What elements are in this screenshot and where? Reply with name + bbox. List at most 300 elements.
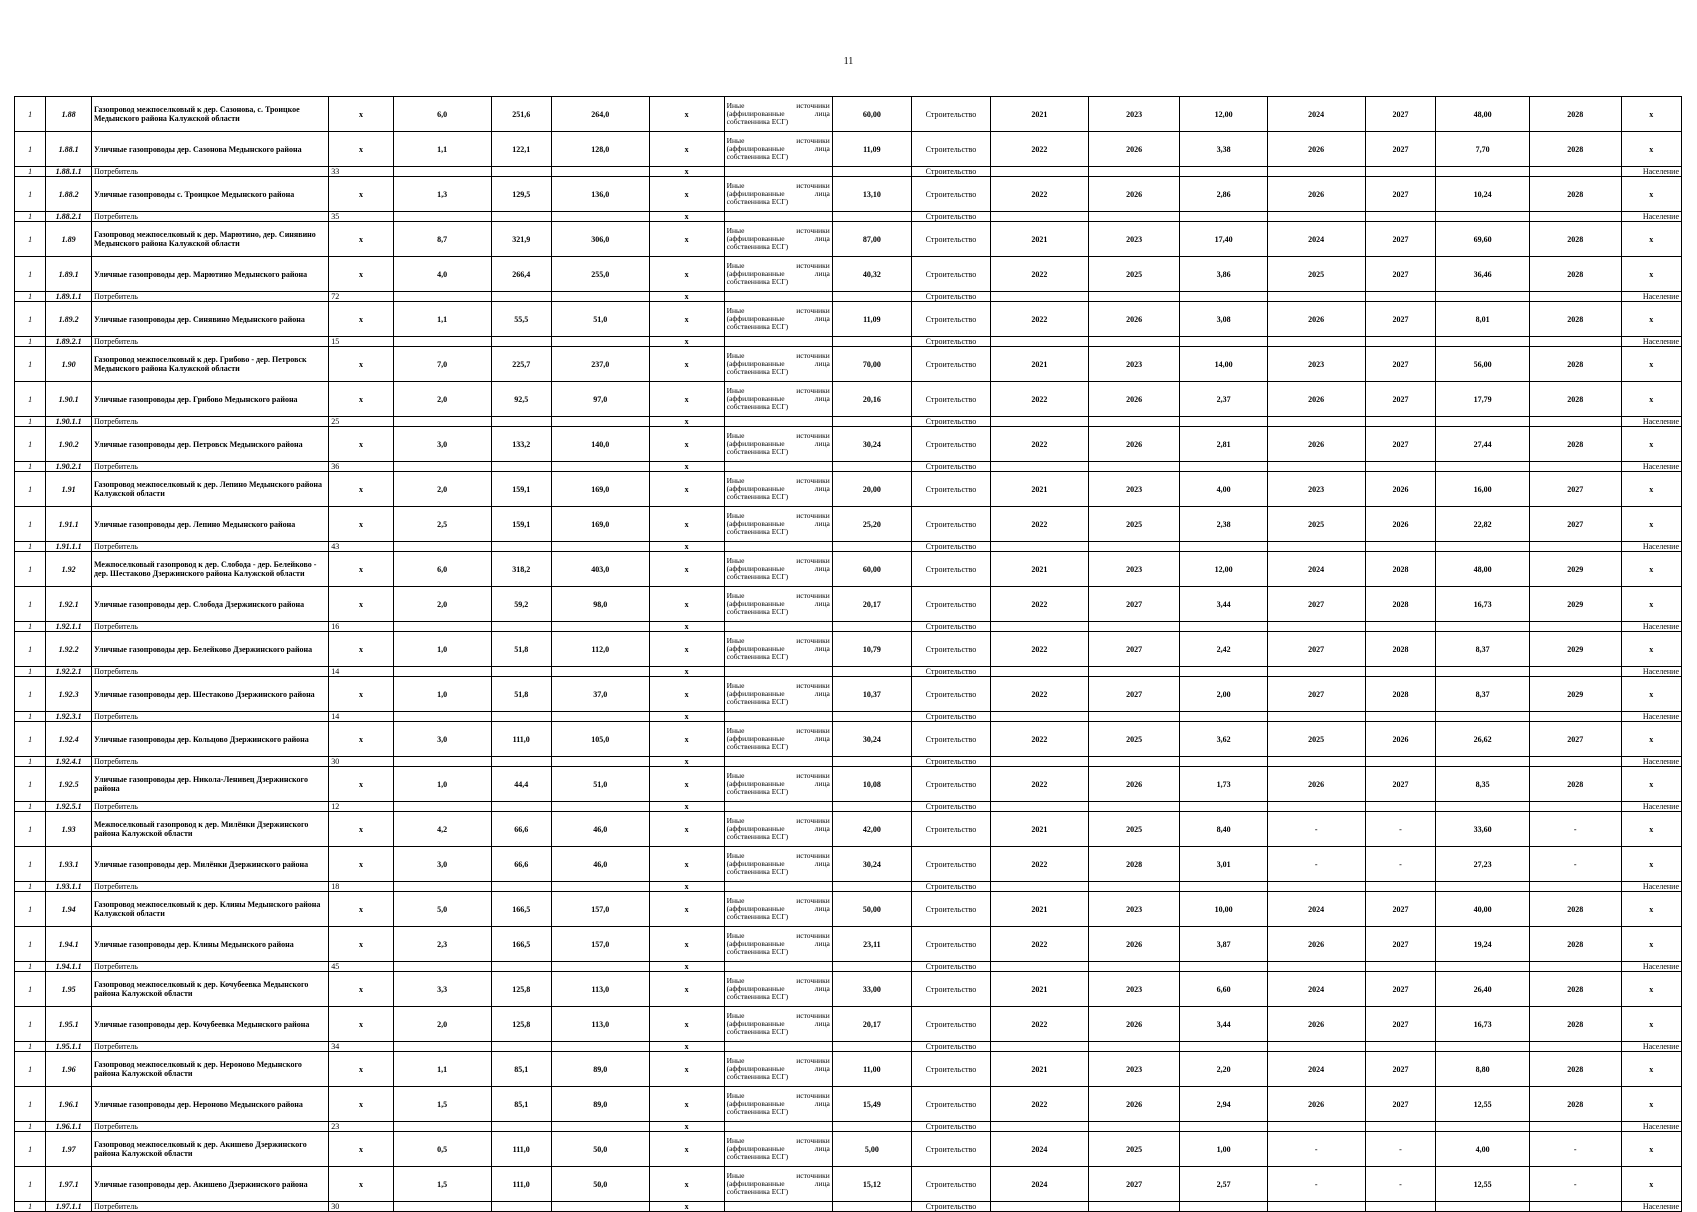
level-cell: 1 xyxy=(15,302,46,337)
start-year-cell: 2024 xyxy=(990,1167,1088,1202)
page-number: 11 xyxy=(843,56,854,67)
volume-cell: 251,6 xyxy=(491,97,551,132)
flag2-cell: x xyxy=(649,1202,724,1212)
end-year-cell: 2027 xyxy=(1088,632,1180,667)
end-year-cell: 2026 xyxy=(1088,1007,1180,1042)
source-cell: Иные источники (аффилированные лица собственника ЕСГ) xyxy=(724,97,832,132)
volume-cell: 55,5 xyxy=(491,302,551,337)
flag-cell: x xyxy=(329,1007,394,1042)
table-row xyxy=(15,302,1682,337)
consumer-label-cell: Потребитель xyxy=(91,1122,328,1132)
empty-cell xyxy=(393,712,491,722)
population-cell: Население xyxy=(1621,882,1681,892)
start-year2-cell: - xyxy=(1267,812,1365,847)
flag3-cell: x xyxy=(1621,1167,1681,1202)
volume2-cell: 264,0 xyxy=(551,97,649,132)
empty-cell xyxy=(990,757,1088,767)
start-year2-cell: - xyxy=(1267,1132,1365,1167)
flag2-cell: x xyxy=(649,802,724,812)
level-cell: 1 xyxy=(15,812,46,847)
object-name-cell: Газопровод межпоселковый к дер. Лепино Медынского района Калужской области xyxy=(91,472,328,507)
start-year2-cell: 2025 xyxy=(1267,257,1365,292)
empty-cell xyxy=(1365,757,1436,767)
empty-cell xyxy=(832,1202,911,1212)
activity-cell: Строительство xyxy=(911,337,990,347)
object-name-cell: Уличные газопроводы дер. Слобода Дзержинского района xyxy=(91,587,328,622)
empty-cell xyxy=(1267,667,1365,677)
cost-stage2-cell: 19,24 xyxy=(1436,927,1530,962)
consumer-row xyxy=(15,542,1682,552)
consumer-count-cell: 18 xyxy=(329,882,394,892)
flag3-cell: x xyxy=(1621,587,1681,622)
empty-cell xyxy=(1267,622,1365,632)
level-cell: 1 xyxy=(15,337,46,347)
cost-stage2-cell: 8,80 xyxy=(1436,1052,1530,1087)
empty-cell xyxy=(1529,667,1621,677)
empty-cell xyxy=(393,1042,491,1052)
object-name-cell: Межпоселковый газопровод к дер. Милёнки Дзержинского района Калужской области xyxy=(91,812,328,847)
level-cell: 1 xyxy=(15,767,46,802)
level-cell: 1 xyxy=(15,962,46,972)
source-cell: Иные источники (аффилированные лица собственника ЕСГ) xyxy=(724,257,832,292)
consumer-label-cell: Потребитель xyxy=(91,802,328,812)
table-row xyxy=(15,132,1682,167)
start-year-cell: 2022 xyxy=(990,632,1088,667)
start-year2-cell: 2024 xyxy=(1267,972,1365,1007)
length-cell: 1,5 xyxy=(393,1167,491,1202)
empty-cell xyxy=(990,212,1088,222)
empty-cell xyxy=(393,212,491,222)
empty-cell xyxy=(990,622,1088,632)
empty-cell xyxy=(1180,337,1267,347)
volume2-cell: 98,0 xyxy=(551,587,649,622)
flag2-cell: x xyxy=(649,97,724,132)
level-cell: 1 xyxy=(15,1087,46,1122)
flag2-cell: x xyxy=(649,337,724,347)
flag2-cell: x xyxy=(649,507,724,542)
population-cell: Население xyxy=(1621,462,1681,472)
table-row xyxy=(15,892,1682,927)
level-cell: 1 xyxy=(15,1052,46,1087)
volume2-cell: 113,0 xyxy=(551,1007,649,1042)
end-year2-cell: 2027 xyxy=(1365,222,1436,257)
empty-cell xyxy=(1436,292,1530,302)
consumer-label-cell: Потребитель xyxy=(91,1042,328,1052)
flag-cell: x xyxy=(329,507,394,542)
start-year2-cell: 2027 xyxy=(1267,632,1365,667)
end-year2-cell: 2027 xyxy=(1365,972,1436,1007)
level-cell: 1 xyxy=(15,847,46,882)
table-row xyxy=(15,472,1682,507)
cost-stage2-cell: 27,44 xyxy=(1436,427,1530,462)
table-row xyxy=(15,507,1682,542)
flag2-cell: x xyxy=(649,1052,724,1087)
cost-stage1-cell: 2,00 xyxy=(1180,677,1267,712)
source-cell: Иные источники (аффилированные лица собственника ЕСГ) xyxy=(724,677,832,712)
activity-cell: Строительство xyxy=(911,1087,990,1122)
code-cell: 1.89.2.1 xyxy=(46,337,92,347)
end-year2-cell: - xyxy=(1365,847,1436,882)
empty-cell xyxy=(491,417,551,427)
source-cell: Иные источники (аффилированные лица собственника ЕСГ) xyxy=(724,1087,832,1122)
cost-cell: 11,09 xyxy=(832,302,911,337)
table-row xyxy=(15,427,1682,462)
flag3-cell: x xyxy=(1621,1052,1681,1087)
empty-cell xyxy=(393,757,491,767)
flag2-cell: x xyxy=(649,177,724,212)
level-cell: 1 xyxy=(15,632,46,667)
empty-cell xyxy=(1365,1122,1436,1132)
empty-cell xyxy=(1180,462,1267,472)
population-cell: Население xyxy=(1621,962,1681,972)
code-cell: 1.92.4 xyxy=(46,722,92,757)
end-year-cell: 2023 xyxy=(1088,552,1180,587)
volume-cell: 133,2 xyxy=(491,427,551,462)
activity-cell: Строительство xyxy=(911,552,990,587)
cost-stage1-cell: 2,38 xyxy=(1180,507,1267,542)
empty-cell xyxy=(990,542,1088,552)
flag3-cell: x xyxy=(1621,892,1681,927)
empty-cell xyxy=(1267,712,1365,722)
end-year-cell: 2026 xyxy=(1088,767,1180,802)
volume-cell: 166,5 xyxy=(491,927,551,962)
start-year-cell: 2022 xyxy=(990,302,1088,337)
empty-cell xyxy=(990,802,1088,812)
flag-cell: x xyxy=(329,472,394,507)
cost-cell: 20,16 xyxy=(832,382,911,417)
empty-cell xyxy=(1267,212,1365,222)
flag2-cell: x xyxy=(649,132,724,167)
volume2-cell: 136,0 xyxy=(551,177,649,212)
consumer-count-cell: 16 xyxy=(329,622,394,632)
empty-cell xyxy=(1088,542,1180,552)
end-year-cell: 2023 xyxy=(1088,222,1180,257)
object-name-cell: Уличные газопроводы дер. Белейково Дзержинского района xyxy=(91,632,328,667)
activity-cell: Строительство xyxy=(911,722,990,757)
empty-cell xyxy=(1529,292,1621,302)
cost-stage1-cell: 3,87 xyxy=(1180,927,1267,962)
empty-cell xyxy=(491,337,551,347)
flag2-cell: x xyxy=(649,1042,724,1052)
end-year-cell: 2025 xyxy=(1088,722,1180,757)
activity-cell: Строительство xyxy=(911,132,990,167)
cost-stage1-cell: 3,86 xyxy=(1180,257,1267,292)
cost-stage2-cell: 40,00 xyxy=(1436,892,1530,927)
flag-cell: x xyxy=(329,847,394,882)
table-row xyxy=(15,812,1682,847)
cost-cell: 30,24 xyxy=(832,427,911,462)
flag2-cell: x xyxy=(649,1122,724,1132)
volume-cell: 321,9 xyxy=(491,222,551,257)
empty-cell xyxy=(1088,417,1180,427)
activity-cell: Строительство xyxy=(911,1052,990,1087)
flag3-cell: x xyxy=(1621,972,1681,1007)
empty-cell xyxy=(724,1122,832,1132)
empty-cell xyxy=(1180,542,1267,552)
activity-cell: Строительство xyxy=(911,962,990,972)
empty-cell xyxy=(1088,462,1180,472)
empty-cell xyxy=(1267,292,1365,302)
empty-cell xyxy=(393,802,491,812)
cost-cell: 13,10 xyxy=(832,177,911,212)
consumer-label-cell: Потребитель xyxy=(91,462,328,472)
activity-cell: Строительство xyxy=(911,427,990,462)
level-cell: 1 xyxy=(15,1122,46,1132)
end-year2-cell: 2027 xyxy=(1365,257,1436,292)
consumer-count-cell: 45 xyxy=(329,962,394,972)
volume-cell: 318,2 xyxy=(491,552,551,587)
flag2-cell: x xyxy=(649,722,724,757)
population-cell: Население xyxy=(1621,337,1681,347)
empty-cell xyxy=(724,962,832,972)
empty-cell xyxy=(491,802,551,812)
source-cell: Иные источники (аффилированные лица собственника ЕСГ) xyxy=(724,507,832,542)
flag3-cell: x xyxy=(1621,677,1681,712)
code-cell: 1.97.1.1 xyxy=(46,1202,92,1212)
empty-cell xyxy=(1436,882,1530,892)
object-name-cell: Уличные газопроводы дер. Сазонова Медынского района xyxy=(91,132,328,167)
empty-cell xyxy=(1180,1202,1267,1212)
length-cell: 1,1 xyxy=(393,1052,491,1087)
object-name-cell: Газопровод межпоселковый к дер. Акишево Дзержинского района Калужской области xyxy=(91,1132,328,1167)
start-year2-cell: 2024 xyxy=(1267,222,1365,257)
code-cell: 1.89 xyxy=(46,222,92,257)
activity-cell: Строительство xyxy=(911,347,990,382)
table-row xyxy=(15,722,1682,757)
flag2-cell: x xyxy=(649,847,724,882)
object-name-cell: Уличные газопроводы дер. Синявино Медынского района xyxy=(91,302,328,337)
flag2-cell: x xyxy=(649,382,724,417)
commission-year-cell: 2029 xyxy=(1529,587,1621,622)
population-cell: Население xyxy=(1621,212,1681,222)
consumer-count-cell: 15 xyxy=(329,337,394,347)
empty-cell xyxy=(832,882,911,892)
empty-cell xyxy=(724,167,832,177)
flag3-cell: x xyxy=(1621,552,1681,587)
empty-cell xyxy=(1267,1122,1365,1132)
empty-cell xyxy=(1267,757,1365,767)
empty-cell xyxy=(990,167,1088,177)
activity-cell: Строительство xyxy=(911,1042,990,1052)
cost-stage1-cell: 2,86 xyxy=(1180,177,1267,212)
volume-cell: 111,0 xyxy=(491,722,551,757)
volume-cell: 125,8 xyxy=(491,1007,551,1042)
cost-cell: 15,49 xyxy=(832,1087,911,1122)
empty-cell xyxy=(1436,462,1530,472)
cost-stage1-cell: 17,40 xyxy=(1180,222,1267,257)
cost-cell: 33,00 xyxy=(832,972,911,1007)
activity-cell: Строительство xyxy=(911,802,990,812)
volume2-cell: 46,0 xyxy=(551,847,649,882)
flag3-cell: x xyxy=(1621,222,1681,257)
empty-cell xyxy=(1529,337,1621,347)
empty-cell xyxy=(724,292,832,302)
start-year2-cell: 2026 xyxy=(1267,382,1365,417)
empty-cell xyxy=(491,1122,551,1132)
consumer-count-cell: 72 xyxy=(329,292,394,302)
end-year2-cell: 2026 xyxy=(1365,722,1436,757)
start-year2-cell: 2023 xyxy=(1267,472,1365,507)
level-cell: 1 xyxy=(15,667,46,677)
source-cell: Иные источники (аффилированные лица собственника ЕСГ) xyxy=(724,177,832,212)
consumer-label-cell: Потребитель xyxy=(91,337,328,347)
empty-cell xyxy=(1365,337,1436,347)
end-year-cell: 2023 xyxy=(1088,972,1180,1007)
table-row xyxy=(15,1167,1682,1202)
empty-cell xyxy=(1180,802,1267,812)
consumer-label-cell: Потребитель xyxy=(91,712,328,722)
volume-cell: 85,1 xyxy=(491,1087,551,1122)
volume-cell: 129,5 xyxy=(491,177,551,212)
flag2-cell: x xyxy=(649,417,724,427)
cost-stage2-cell: 22,82 xyxy=(1436,507,1530,542)
activity-cell: Строительство xyxy=(911,302,990,337)
start-year-cell: 2021 xyxy=(990,552,1088,587)
consumer-count-cell: 33 xyxy=(329,167,394,177)
end-year2-cell: 2027 xyxy=(1365,177,1436,212)
flag3-cell: x xyxy=(1621,1087,1681,1122)
consumer-count-cell: 23 xyxy=(329,1122,394,1132)
level-cell: 1 xyxy=(15,382,46,417)
empty-cell xyxy=(491,962,551,972)
cost-stage2-cell: 69,60 xyxy=(1436,222,1530,257)
end-year-cell: 2027 xyxy=(1088,677,1180,712)
end-year2-cell: - xyxy=(1365,1167,1436,1202)
empty-cell xyxy=(832,462,911,472)
object-name-cell: Уличные газопроводы дер. Грибово Медынского района xyxy=(91,382,328,417)
volume2-cell: 255,0 xyxy=(551,257,649,292)
empty-cell xyxy=(832,212,911,222)
consumer-label-cell: Потребитель xyxy=(91,962,328,972)
empty-cell xyxy=(393,667,491,677)
empty-cell xyxy=(1436,802,1530,812)
empty-cell xyxy=(1436,542,1530,552)
flag2-cell: x xyxy=(649,1167,724,1202)
flag2-cell: x xyxy=(649,462,724,472)
consumer-row xyxy=(15,292,1682,302)
flag3-cell: x xyxy=(1621,812,1681,847)
empty-cell xyxy=(724,757,832,767)
cost-stage1-cell: 2,20 xyxy=(1180,1052,1267,1087)
start-year-cell: 2021 xyxy=(990,222,1088,257)
code-cell: 1.92.5.1 xyxy=(46,802,92,812)
commission-year-cell: 2027 xyxy=(1529,722,1621,757)
start-year-cell: 2022 xyxy=(990,1087,1088,1122)
source-cell: Иные источники (аффилированные лица собственника ЕСГ) xyxy=(724,927,832,962)
start-year2-cell: 2026 xyxy=(1267,1087,1365,1122)
cost-stage2-cell: 16,73 xyxy=(1436,1007,1530,1042)
object-name-cell: Уличные газопроводы с. Троицкое Медынского района xyxy=(91,177,328,212)
empty-cell xyxy=(491,542,551,552)
consumer-row xyxy=(15,622,1682,632)
volume-cell: 92,5 xyxy=(491,382,551,417)
length-cell: 3,0 xyxy=(393,427,491,462)
empty-cell xyxy=(393,292,491,302)
end-year-cell: 2026 xyxy=(1088,132,1180,167)
empty-cell xyxy=(1365,882,1436,892)
consumer-count-cell: 14 xyxy=(329,712,394,722)
empty-cell xyxy=(1529,167,1621,177)
start-year-cell: 2022 xyxy=(990,587,1088,622)
length-cell: 2,0 xyxy=(393,382,491,417)
length-cell: 4,0 xyxy=(393,257,491,292)
end-year-cell: 2025 xyxy=(1088,507,1180,542)
start-year-cell: 2022 xyxy=(990,382,1088,417)
flag-cell: x xyxy=(329,1087,394,1122)
length-cell: 1,0 xyxy=(393,677,491,712)
empty-cell xyxy=(724,712,832,722)
cost-cell: 60,00 xyxy=(832,552,911,587)
empty-cell xyxy=(1267,542,1365,552)
cost-stage2-cell: 33,60 xyxy=(1436,812,1530,847)
object-name-cell: Газопровод межпоселковый к дер. Кочубеевка Медынского района Калужской области xyxy=(91,972,328,1007)
flag-cell: x xyxy=(329,302,394,337)
empty-cell xyxy=(1267,1202,1365,1212)
level-cell: 1 xyxy=(15,212,46,222)
flag3-cell: x xyxy=(1621,722,1681,757)
empty-cell xyxy=(1267,802,1365,812)
code-cell: 1.94 xyxy=(46,892,92,927)
empty-cell xyxy=(491,757,551,767)
empty-cell xyxy=(551,1042,649,1052)
activity-cell: Строительство xyxy=(911,667,990,677)
commission-year-cell: 2029 xyxy=(1529,632,1621,667)
empty-cell xyxy=(1529,1202,1621,1212)
empty-cell xyxy=(1365,1042,1436,1052)
activity-cell: Строительство xyxy=(911,882,990,892)
flag3-cell: x xyxy=(1621,132,1681,167)
object-name-cell: Уличные газопроводы дер. Марютино Медынского района xyxy=(91,257,328,292)
flag2-cell: x xyxy=(649,427,724,462)
start-year2-cell: 2025 xyxy=(1267,507,1365,542)
length-cell: 5,0 xyxy=(393,892,491,927)
code-cell: 1.95.1 xyxy=(46,1007,92,1042)
cost-stage2-cell: 36,46 xyxy=(1436,257,1530,292)
start-year-cell: 2021 xyxy=(990,97,1088,132)
length-cell: 8,7 xyxy=(393,222,491,257)
level-cell: 1 xyxy=(15,222,46,257)
flag2-cell: x xyxy=(649,302,724,337)
activity-cell: Строительство xyxy=(911,892,990,927)
flag2-cell: x xyxy=(649,972,724,1007)
flag-cell: x xyxy=(329,347,394,382)
code-cell: 1.89.1.1 xyxy=(46,292,92,302)
activity-cell: Строительство xyxy=(911,677,990,712)
table-row xyxy=(15,257,1682,292)
code-cell: 1.97 xyxy=(46,1132,92,1167)
commission-year-cell: - xyxy=(1529,1167,1621,1202)
empty-cell xyxy=(832,167,911,177)
volume-cell: 85,1 xyxy=(491,1052,551,1087)
activity-cell: Строительство xyxy=(911,587,990,622)
level-cell: 1 xyxy=(15,167,46,177)
flag2-cell: x xyxy=(649,1007,724,1042)
consumer-label-cell: Потребитель xyxy=(91,292,328,302)
code-cell: 1.95 xyxy=(46,972,92,1007)
volume2-cell: 306,0 xyxy=(551,222,649,257)
start-year2-cell: 2026 xyxy=(1267,1007,1365,1042)
volume2-cell: 50,0 xyxy=(551,1132,649,1167)
volume-cell: 51,8 xyxy=(491,677,551,712)
empty-cell xyxy=(1088,622,1180,632)
flag2-cell: x xyxy=(649,622,724,632)
flag3-cell: x xyxy=(1621,347,1681,382)
volume-cell: 111,0 xyxy=(491,1132,551,1167)
end-year-cell: 2025 xyxy=(1088,812,1180,847)
consumer-row xyxy=(15,1122,1682,1132)
activity-cell: Строительство xyxy=(911,97,990,132)
consumer-row xyxy=(15,337,1682,347)
